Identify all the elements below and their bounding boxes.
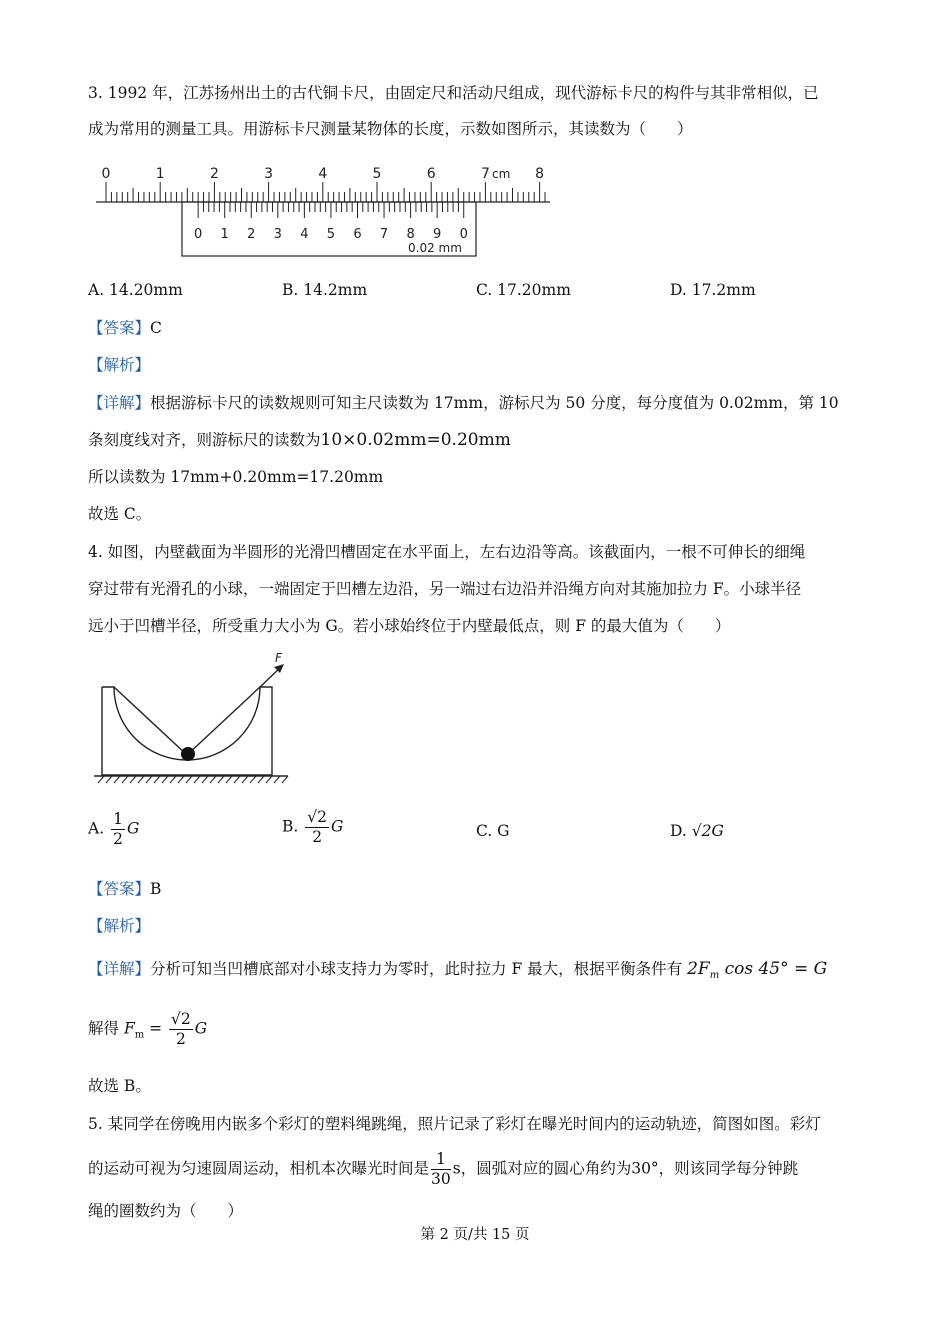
ground-hatch bbox=[266, 776, 272, 783]
q3-answer bbox=[88, 317, 162, 339]
vernier-scale-label: 7 bbox=[379, 227, 389, 242]
ground-hatch bbox=[202, 776, 208, 783]
ground-hatch bbox=[274, 776, 280, 783]
vernier-caliper-figure bbox=[92, 158, 562, 260]
q3-detail-line3: 所以读数为 17mm+0.20mm=17.20mm bbox=[88, 468, 384, 486]
q5-stem-line1: 5. 某同学在傍晚用内嵌多个彩灯的塑料绳跳绳，照片记录了彩灯在曝光时间内的运动轨迹，简图如图。彩灯 bbox=[88, 1115, 821, 1133]
ground-hatch bbox=[114, 776, 120, 783]
q4-stem-line2: 穿过带有光滑孔的小球，一端固定于凹槽左边沿，另一端过右边沿并沿绳方向对其施加拉力 F。小球半径 bbox=[88, 580, 802, 598]
ball bbox=[181, 747, 195, 761]
answer-value: C bbox=[150, 319, 162, 337]
rope-right bbox=[187, 687, 260, 755]
ground-hatch bbox=[210, 776, 216, 783]
vernier-scale-label: 0 bbox=[459, 227, 468, 242]
main-scale-label: 3 bbox=[264, 166, 274, 182]
ground-hatch bbox=[250, 776, 256, 783]
ground-hatch bbox=[282, 776, 288, 783]
detail-tag: 【详解】 bbox=[88, 394, 151, 412]
ground-hatch bbox=[186, 776, 192, 783]
vernier-scale-label: 6 bbox=[353, 227, 362, 242]
q4-detail-line1: 【详解】分析可知当凹槽底部对小球支持力为零时，此时拉力 F 最大，根据平衡条件有 $2F_m$ cos 45° = G bbox=[88, 959, 828, 981]
ground-hatch bbox=[122, 776, 128, 783]
q5-stem-line3: 绳的圈数约为（ ） bbox=[88, 1202, 244, 1220]
q4-stem-line1: 4. 如图，内壁截面为半圆形的光滑凹槽固定在水平面上，左右边沿等高。该截面内，一根不可伸长的细绳 bbox=[88, 543, 806, 561]
q3-option-c: C. 17.20mm bbox=[476, 281, 571, 299]
ground-hatch bbox=[130, 776, 136, 783]
main-scale-label: 8 bbox=[535, 166, 545, 182]
rope-left bbox=[114, 687, 187, 755]
q4-option-a: A. $\frac{1}{2}$ G bbox=[88, 810, 140, 848]
ground-hatch bbox=[162, 776, 168, 783]
vernier-unit-label: 0.02 mm bbox=[408, 241, 462, 255]
ground-hatch bbox=[106, 776, 112, 783]
ground-hatch bbox=[146, 776, 152, 783]
vernier-scale-label: 0 bbox=[193, 227, 203, 242]
vernier-scale-label: 4 bbox=[300, 227, 309, 242]
q4-equation: $2F_m$ cos 45° = G bbox=[687, 959, 828, 981]
ground-hatch bbox=[234, 776, 240, 783]
main-scale-label: 0 bbox=[101, 166, 111, 182]
q3-stem-line2: 成为常用的测量工具。用游标卡尺测量某物体的长度，示数如图所示，其读数为（ ） bbox=[88, 120, 693, 138]
q3-analysis-tag: 【解析】 bbox=[88, 356, 151, 374]
ground-hatch bbox=[154, 776, 160, 783]
ground-hatch bbox=[258, 776, 264, 783]
q4-option-d: D. √2G bbox=[670, 822, 724, 840]
q3-detail-line2: 条刻度线对齐，则游标尺的读数为10×0.02mm=0.20mm bbox=[88, 430, 511, 450]
main-scale-label: 2 bbox=[209, 166, 219, 182]
vernier-scale-label: 8 bbox=[406, 227, 415, 242]
ground-hatch bbox=[194, 776, 200, 783]
q3-option-d: D. 17.2mm bbox=[670, 281, 756, 299]
unit-cm-label: cm bbox=[492, 167, 511, 181]
q3-option-a: A. 14.20mm bbox=[88, 281, 183, 299]
q4-answer: 【答案】B bbox=[88, 880, 162, 898]
main-scale-label: 6 bbox=[426, 166, 436, 182]
force-label: F bbox=[275, 651, 282, 665]
main-scale-label: 5 bbox=[372, 166, 382, 182]
main-scale-label: 7 bbox=[480, 166, 490, 182]
q3-detail-line1: 【详解】根据游标卡尺的读数规则可知主尺读数为 17mm，游标尺为 50 分度，每分度值为 0.02mm，第 10 bbox=[88, 394, 839, 412]
vernier-scale-label: 1 bbox=[220, 227, 229, 242]
ground-hatch bbox=[218, 776, 224, 783]
q4-option-b: B. $\frac{√2}{2}$ G bbox=[282, 808, 344, 846]
vernier-scale-label: 9 bbox=[433, 227, 442, 242]
q3-detail-math: 10×0.02mm=0.20mm bbox=[320, 430, 511, 450]
groove-figure bbox=[92, 650, 292, 785]
vernier-scale-label: 5 bbox=[326, 227, 336, 242]
answer-tag: 【答案】 bbox=[88, 319, 151, 337]
vernier-scale-label: 3 bbox=[273, 227, 282, 242]
ground-hatch bbox=[242, 776, 248, 783]
q4-analysis-tag: 【解析】 bbox=[88, 917, 151, 935]
q3-option-b: B. 14.2mm bbox=[282, 281, 368, 299]
ground-hatch bbox=[98, 776, 104, 783]
page-footer: 第 2 页/共 15 页 bbox=[420, 1227, 530, 1243]
vernier-scale-label: 2 bbox=[247, 227, 256, 242]
q3-stem-line1: 3. 1992 年，江苏扬州出土的古代铜卡尺，由固定尺和活动尺组成，现代游标卡尺的构件与其非常相似，已 bbox=[88, 84, 819, 102]
ground-hatch bbox=[170, 776, 176, 783]
ground-hatch bbox=[138, 776, 144, 783]
ground-hatch bbox=[226, 776, 232, 783]
main-scale-label: 4 bbox=[318, 166, 328, 182]
q4-conclusion: 故选 B。 bbox=[88, 1077, 151, 1095]
ground-hatch bbox=[178, 776, 184, 783]
main-scale-label: 1 bbox=[155, 166, 165, 182]
q4-solve-line: 解得 $F_m$ = $\frac{√2}{2}$ G bbox=[88, 1010, 208, 1048]
q4-option-c: C. G bbox=[476, 822, 510, 840]
q4-stem-line3: 远小于凹槽半径，所受重力大小为 G。若小球始终位于内壁最低点，则 F 的最大值为（ ） bbox=[88, 617, 731, 635]
q3-conclusion: 故选 C。 bbox=[88, 505, 152, 523]
q5-stem-line2: 的运动可视为匀速圆周运动，相机本次曝光时间是 $\frac{1}{30}$ s，圆弧对应的圆心角约为30°，则该同学每分钟跳 bbox=[88, 1150, 799, 1188]
